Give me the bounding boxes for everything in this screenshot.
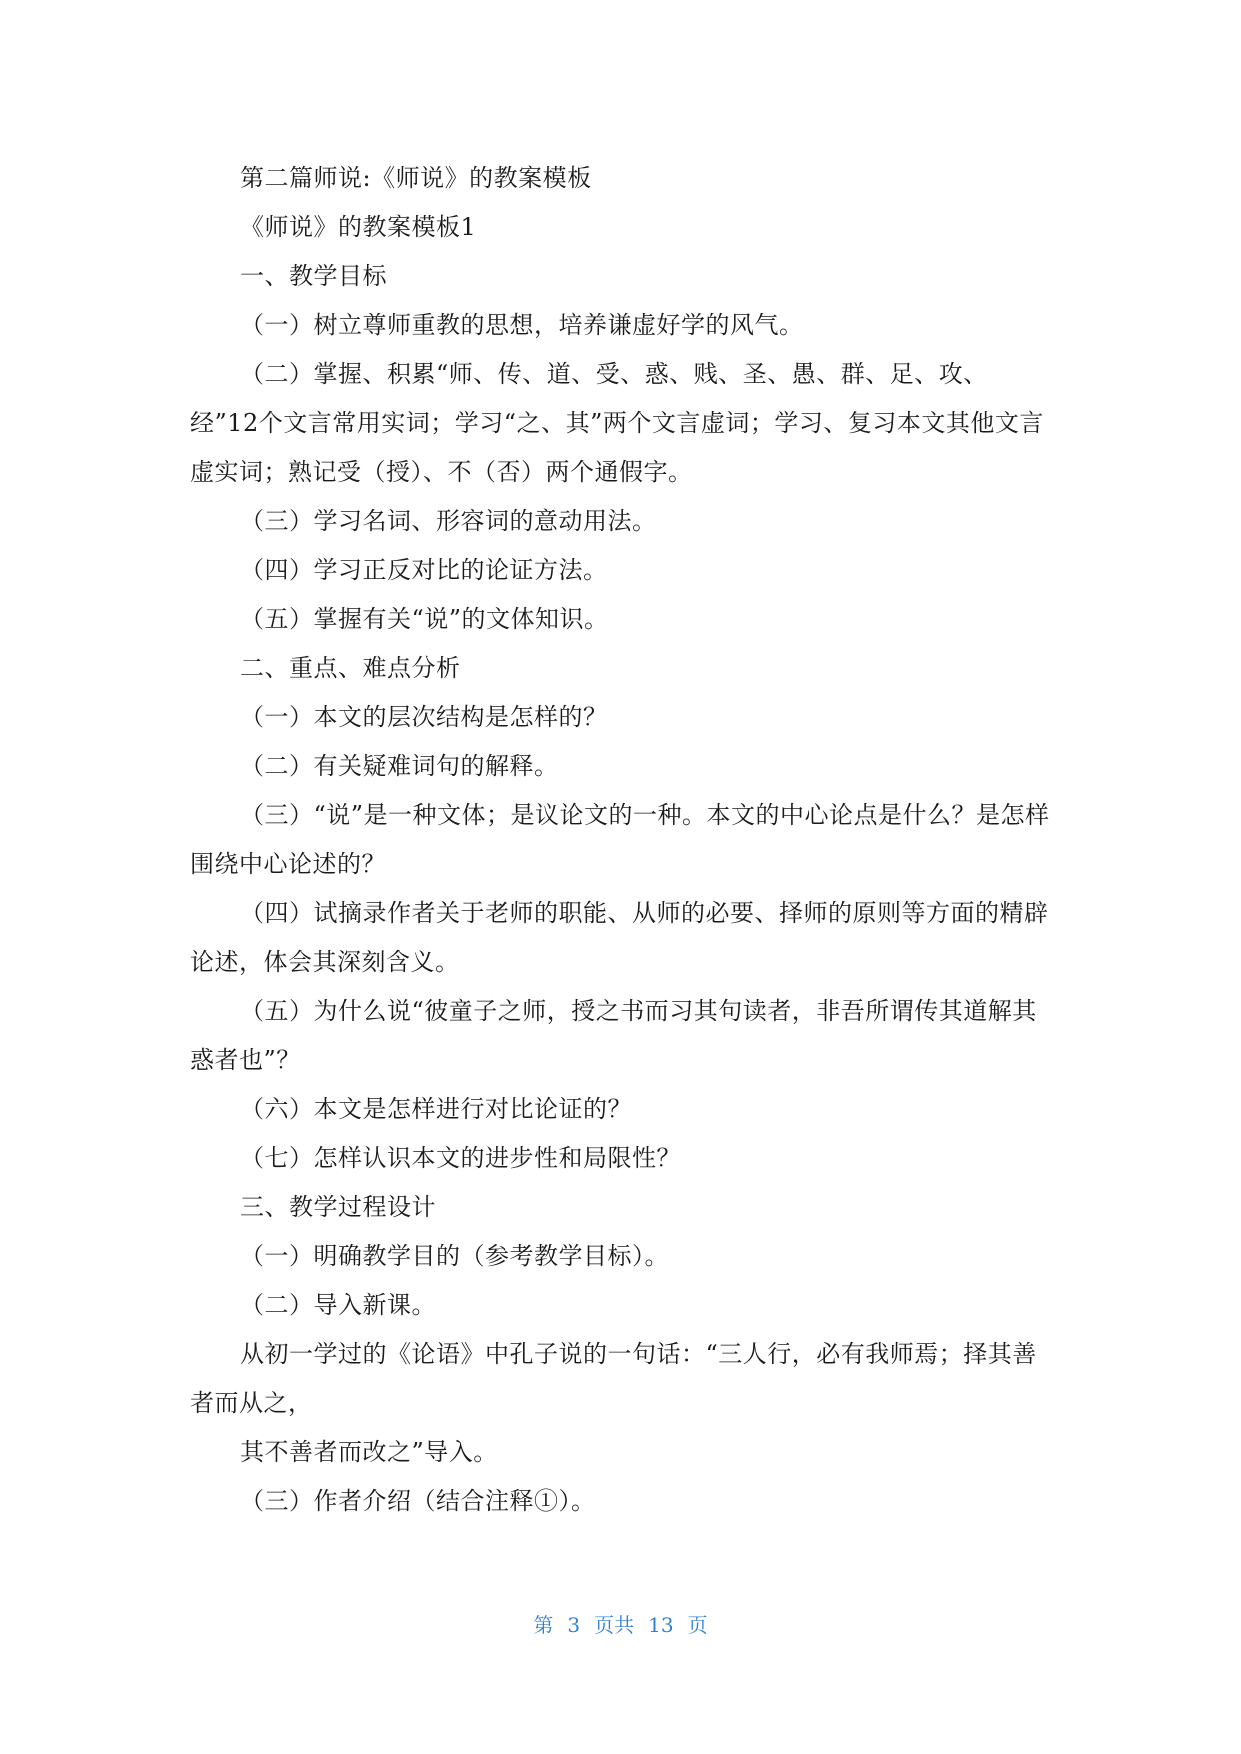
heading-key-points: 二、重点、难点分析 — [240, 654, 461, 682]
page-footer — [0, 1609, 1241, 1638]
process-item: （一）明确教学目的（参考教学目标）。 — [240, 1242, 669, 1270]
key-point-item: （七）怎样认识本文的进步性和局限性？ — [240, 1144, 681, 1172]
key-point-item: （二）有关疑难词句的解释。 — [240, 752, 559, 780]
document-body — [190, 154, 1055, 1526]
key-point-item: （三）“说”是一种文体；是议论文的一种。本文的中心论点是什么？是怎样围绕中心论述的？ — [190, 801, 1050, 878]
footer-text-di: 第 — [533, 1613, 554, 1637]
key-point-item: （五）为什么说“彼童子之师，授之书而习其句读者，非吾所谓传其道解其惑者也”？ — [190, 997, 1037, 1074]
goal-item: （三）学习名词、形容词的意动用法。 — [240, 507, 657, 535]
footer-text-ye: 页 — [687, 1613, 708, 1637]
process-paragraph: 从初一学过的《论语》中孔子说的一句话：“三人行，必有我师焉；择其善者而从之， — [190, 1340, 1037, 1417]
page-number: 3 — [567, 1613, 581, 1637]
doc-title: 第二篇师说:《师说》的教案模板 — [240, 164, 592, 192]
key-point-item: （六）本文是怎样进行对比论证的？ — [240, 1095, 632, 1123]
section-subtitle: 《师说》的教案模板1 — [240, 213, 477, 241]
goal-item: （一）树立尊师重教的思想，培养谦虚好学的风气。 — [240, 311, 804, 339]
goal-item: （二）掌握、积累“师、传、道、受、惑、贱、圣、愚、群、足、攻、经”12个文言常用实词；学习“之、其”两个文言虚词；学习、复习本文其他文言虚实词；熟记受（授）、不（否）两个通假字。 — [190, 360, 1044, 486]
footer-text-ye-gong: 页共 — [594, 1613, 635, 1637]
heading-teaching-goals: 一、教学目标 — [240, 262, 387, 290]
process-paragraph: 其不善者而改之”导入。 — [240, 1438, 498, 1466]
key-point-item: （一）本文的层次结构是怎样的？ — [240, 703, 608, 731]
total-pages: 13 — [648, 1613, 674, 1637]
process-item: （三）作者介绍（结合注释①）。 — [240, 1487, 596, 1515]
goal-item: （四）学习正反对比的论证方法。 — [240, 556, 608, 584]
process-item: （二）导入新课。 — [240, 1291, 436, 1319]
goal-item: （五）掌握有关“说”的文体知识。 — [240, 605, 609, 633]
key-point-item: （四）试摘录作者关于老师的职能、从师的必要、择师的原则等方面的精辟论述，体会其深刻含义。 — [190, 899, 1049, 976]
heading-process-design: 三、教学过程设计 — [240, 1193, 436, 1221]
